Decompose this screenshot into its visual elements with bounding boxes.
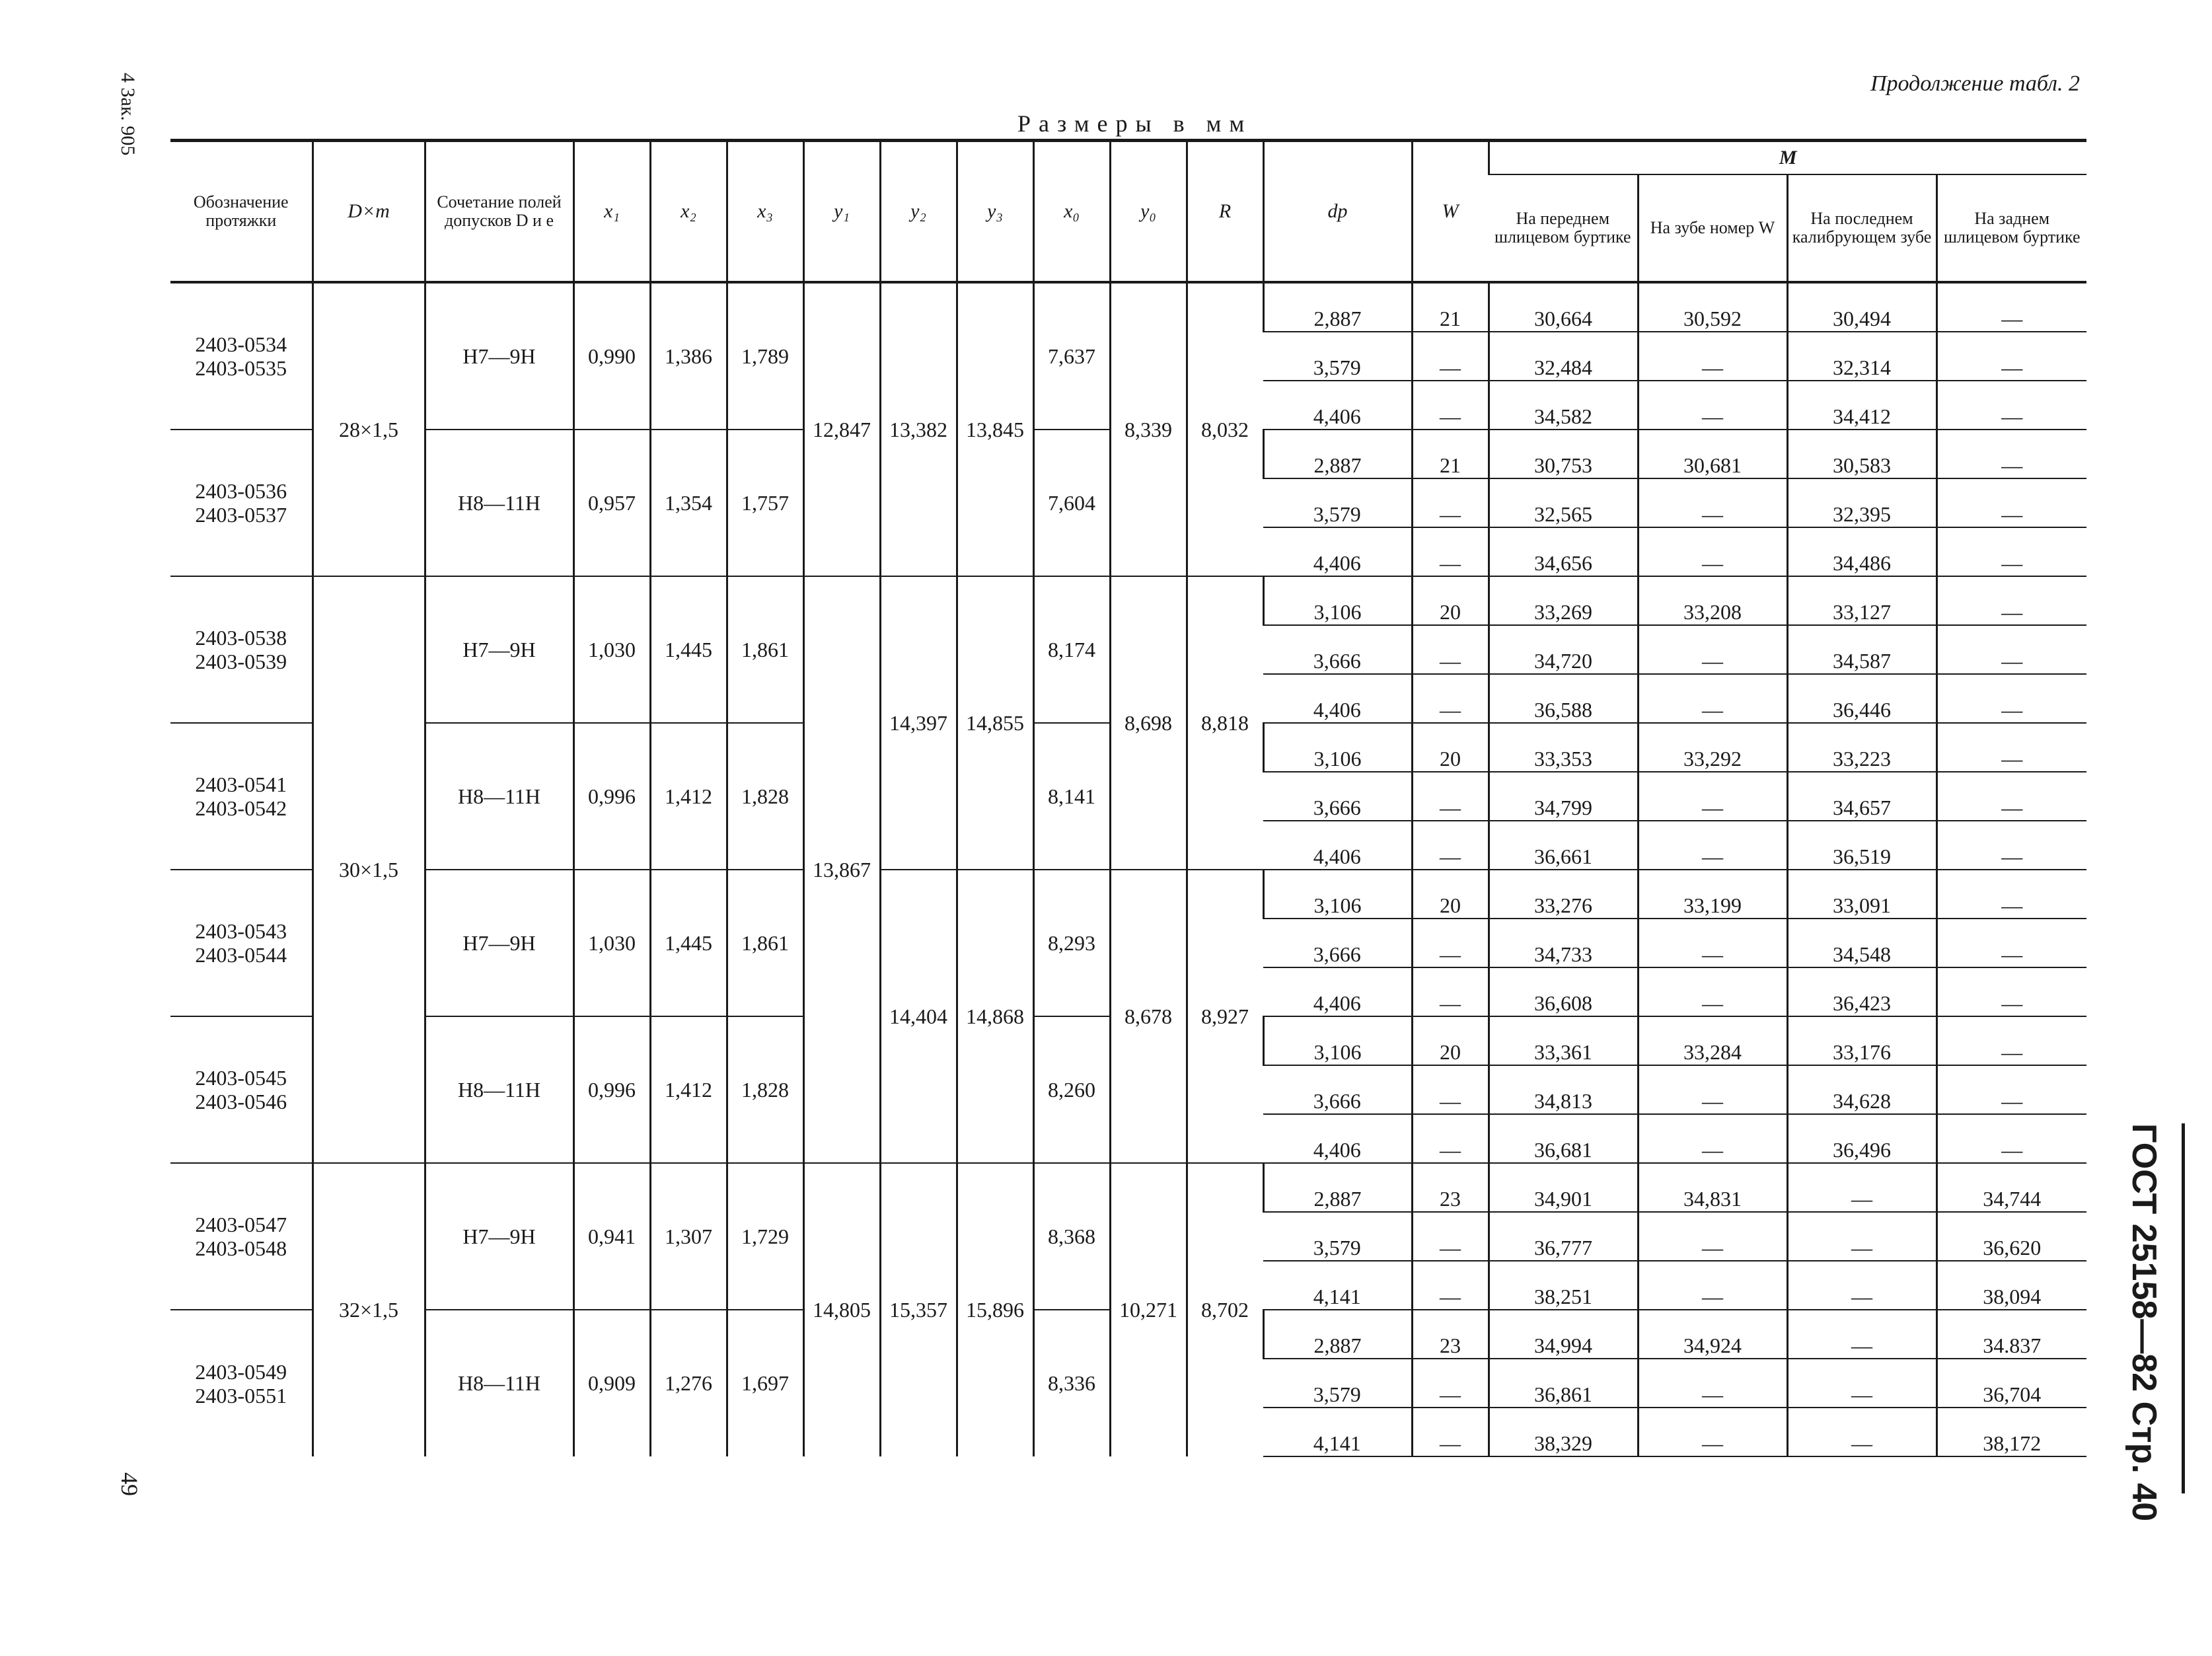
x2-cell: 1,354 (650, 430, 727, 576)
x3-cell: 1,757 (727, 430, 803, 576)
m-rear-cell: 34,744 (1936, 1163, 2086, 1212)
m-rear-cell: — (1936, 625, 2086, 674)
y0-cell: 10,271 (1110, 1163, 1187, 1456)
w-cell: — (1412, 1212, 1489, 1261)
w-cell: — (1412, 967, 1489, 1016)
m-last-cell: 34,628 (1787, 1065, 1936, 1114)
m-rear-cell: — (1936, 723, 2086, 772)
m-tooth-cell: 34,831 (1638, 1163, 1787, 1212)
dp-cell: 2,887 (1263, 1163, 1412, 1212)
m-last-cell: 34,657 (1787, 772, 1936, 821)
x2-cell: 1,445 (650, 576, 727, 723)
m-rear-cell: — (1936, 821, 2086, 870)
w-cell: — (1412, 1261, 1489, 1310)
m-front-cell: 36,777 (1489, 1212, 1638, 1261)
m-last-cell: 33,127 (1787, 576, 1936, 625)
dp-cell: 4,141 (1263, 1261, 1412, 1310)
m-rear-cell: — (1936, 967, 2086, 1016)
continuation-note: Продолжение табл. 2 (1870, 71, 2080, 96)
m-rear-cell: — (1936, 1114, 2086, 1163)
dp-cell: 4,406 (1263, 527, 1412, 576)
m-front-cell: 34,656 (1489, 527, 1638, 576)
dp-cell: 2,887 (1263, 430, 1412, 478)
m-last-cell: 32,395 (1787, 478, 1936, 527)
m-rear-cell: 38,094 (1936, 1261, 2086, 1310)
dp-cell: 3,666 (1263, 1065, 1412, 1114)
m-tooth-cell: — (1638, 478, 1787, 527)
y2-cell: 13,382 (880, 282, 957, 576)
col-m-rear: На заднем шлицевом буртике (1936, 174, 2086, 282)
tolerance-cell: H8—11H (425, 1310, 573, 1456)
table-row (170, 870, 2086, 919)
x1-cell: 0,990 (573, 282, 650, 430)
dp-cell: 3,579 (1263, 478, 1412, 527)
x2-cell: 1,412 (650, 1016, 727, 1163)
x3-cell: 1,697 (727, 1310, 803, 1456)
dp-cell: 3,106 (1263, 1016, 1412, 1065)
x0-cell: 8,293 (1033, 870, 1110, 1016)
m-front-cell: 36,588 (1489, 674, 1638, 723)
w-cell: 21 (1412, 430, 1489, 478)
m-last-cell: — (1787, 1261, 1936, 1310)
m-last-cell: 34,486 (1787, 527, 1936, 576)
m-front-cell: 34,582 (1489, 381, 1638, 430)
x0-cell: 8,336 (1033, 1310, 1110, 1456)
m-last-cell: 34,412 (1787, 381, 1936, 430)
x3-cell: 1,828 (727, 723, 803, 870)
m-last-cell: 36,423 (1787, 967, 1936, 1016)
y0-cell: 8,698 (1110, 576, 1187, 870)
m-last-cell: 33,176 (1787, 1016, 1936, 1065)
dp-cell: 3,666 (1263, 919, 1412, 967)
m-front-cell: 34,720 (1489, 625, 1638, 674)
col-m-last: На последнем калибрующем зубе (1787, 174, 1936, 282)
x2-cell: 1,445 (650, 870, 727, 1016)
m-front-cell: 33,276 (1489, 870, 1638, 919)
tolerance-cell: H8—11H (425, 430, 573, 576)
w-cell: — (1412, 821, 1489, 870)
dp-cell: 3,579 (1263, 1212, 1412, 1261)
m-front-cell: 36,861 (1489, 1359, 1638, 1408)
m-rear-cell: — (1936, 919, 2086, 967)
m-rear-cell: — (1936, 576, 2086, 625)
m-tooth-cell: — (1638, 527, 1787, 576)
y1-cell: 14,805 (803, 1163, 880, 1456)
m-last-cell: 32,314 (1787, 332, 1936, 381)
m-tooth-cell: — (1638, 625, 1787, 674)
tolerance-cell: H8—11H (425, 723, 573, 870)
w-cell: 20 (1412, 723, 1489, 772)
col-dxm: D×m (313, 141, 425, 283)
col-r: R (1187, 141, 1263, 283)
tolerance-cell: H7—9H (425, 1163, 573, 1310)
dp-cell: 4,406 (1263, 1114, 1412, 1163)
m-front-cell: 38,251 (1489, 1261, 1638, 1310)
order-note (99, 73, 152, 218)
m-tooth-cell: 33,199 (1638, 870, 1787, 919)
x2-cell: 1,412 (650, 723, 727, 870)
dp-cell: 4,406 (1263, 821, 1412, 870)
designation-cell: 2403-0549 2403-0551 (170, 1310, 313, 1456)
designation-cell: 2403-0541 2403-0542 (170, 723, 313, 870)
m-front-cell: 32,565 (1489, 478, 1638, 527)
tolerance-cell: H8—11H (425, 1016, 573, 1163)
dp-cell: 4,406 (1263, 674, 1412, 723)
x1-cell: 0,941 (573, 1163, 650, 1310)
x1-cell: 1,030 (573, 576, 650, 723)
x1-cell: 0,909 (573, 1310, 650, 1456)
x2-cell: 1,386 (650, 282, 727, 430)
m-last-cell: 34,587 (1787, 625, 1936, 674)
col-y0: y₀ (1110, 141, 1187, 283)
w-cell: — (1412, 1114, 1489, 1163)
x1-cell: 1,030 (573, 870, 650, 1016)
x3-cell: 1,861 (727, 870, 803, 1016)
col-tolerance: Сочетание полей допусков D и е (425, 141, 573, 283)
tolerance-cell: H7—9H (425, 576, 573, 723)
m-rear-cell: — (1936, 381, 2086, 430)
w-cell: — (1412, 1065, 1489, 1114)
r-cell: 8,927 (1187, 870, 1263, 1163)
m-tooth-cell: — (1638, 919, 1787, 967)
x0-cell: 8,260 (1033, 1016, 1110, 1163)
m-rear-cell: — (1936, 674, 2086, 723)
w-cell: 21 (1412, 282, 1489, 332)
dp-cell: 3,579 (1263, 332, 1412, 381)
col-y2: y₂ (880, 141, 957, 283)
m-last-cell: 34,548 (1787, 919, 1936, 967)
m-rear-cell: 34.837 (1936, 1310, 2086, 1359)
r-cell: 8,818 (1187, 576, 1263, 870)
x0-cell: 8,368 (1033, 1163, 1110, 1310)
col-dp: dp (1263, 141, 1412, 283)
w-cell: — (1412, 1408, 1489, 1456)
w-cell: 20 (1412, 1016, 1489, 1065)
x2-cell: 1,307 (650, 1163, 727, 1310)
r-cell: 8,702 (1187, 1163, 1263, 1456)
m-last-cell: 33,223 (1787, 723, 1936, 772)
table-row (170, 576, 2086, 625)
dp-cell: 4,406 (1263, 381, 1412, 430)
designation-cell: 2403-0545 2403-0546 (170, 1016, 313, 1163)
m-rear-cell: — (1936, 1065, 2086, 1114)
table-row (170, 1163, 2086, 1212)
m-tooth-cell: — (1638, 967, 1787, 1016)
m-tooth-cell: — (1638, 821, 1787, 870)
w-cell: 20 (1412, 870, 1489, 919)
m-tooth-cell: — (1638, 1114, 1787, 1163)
m-front-cell: 36,681 (1489, 1114, 1638, 1163)
col-x0: x₀ (1033, 141, 1110, 283)
designation-cell: 2403-0547 2403-0548 (170, 1163, 313, 1310)
m-tooth-cell: — (1638, 1408, 1787, 1456)
order-note-text: 4 Зак. 905 (117, 73, 139, 156)
col-m-front: На переднем шлицевом буртике (1489, 174, 1638, 282)
dimensions-caption: Размеры в мм (1017, 110, 1253, 137)
y2-cell: 14,404 (880, 870, 957, 1163)
m-tooth-cell: — (1638, 381, 1787, 430)
w-cell: — (1412, 1359, 1489, 1408)
y0-cell: 8,678 (1110, 870, 1187, 1163)
w-cell: — (1412, 919, 1489, 967)
designation-cell: 2403-0543 2403-0544 (170, 870, 313, 1016)
m-tooth-cell: 34,924 (1638, 1310, 1787, 1359)
m-last-cell: — (1787, 1163, 1936, 1212)
x1-cell: 0,996 (573, 723, 650, 870)
m-front-cell: 34,799 (1489, 772, 1638, 821)
m-tooth-cell: 33,292 (1638, 723, 1787, 772)
gost-underline (2182, 1123, 2185, 1493)
m-front-cell: 38,329 (1489, 1408, 1638, 1456)
m-front-cell: 30,664 (1489, 282, 1638, 332)
m-last-cell: — (1787, 1310, 1936, 1359)
m-rear-cell: — (1936, 430, 2086, 478)
y2-cell: 14,397 (880, 576, 957, 870)
col-m-tooth: На зубе номер W (1638, 174, 1787, 282)
m-rear-cell: — (1936, 1016, 2086, 1065)
col-designation: Обозначение протяжки (170, 141, 313, 283)
m-front-cell: 34,901 (1489, 1163, 1638, 1212)
m-tooth-cell: 33,208 (1638, 576, 1787, 625)
y0-cell: 8,339 (1110, 282, 1187, 576)
m-rear-cell: 36,620 (1936, 1212, 2086, 1261)
y2-cell: 15,357 (880, 1163, 957, 1456)
w-cell: — (1412, 332, 1489, 381)
dp-cell: 3,106 (1263, 576, 1412, 625)
m-tooth-cell: — (1638, 772, 1787, 821)
tolerance-cell: H7—9H (425, 870, 573, 1016)
m-front-cell: 34,733 (1489, 919, 1638, 967)
designation-cell: 2403-0536 2403-0537 (170, 430, 313, 576)
w-cell: 23 (1412, 1163, 1489, 1212)
gost-label-text: ГОСТ 25158—82 Стр. 40 (2125, 1123, 2163, 1522)
dp-cell: 3,106 (1263, 870, 1412, 919)
col-x3: x₃ (727, 141, 803, 283)
m-front-cell: 34,813 (1489, 1065, 1638, 1114)
col-x2: x₂ (650, 141, 727, 283)
col-w: W (1412, 141, 1489, 283)
m-rear-cell: 38,172 (1936, 1408, 2086, 1456)
col-m-group: M (1489, 141, 2086, 175)
dp-cell: 3,106 (1263, 723, 1412, 772)
m-rear-cell: — (1936, 772, 2086, 821)
x3-cell: 1,789 (727, 282, 803, 430)
col-x1: x₁ (573, 141, 650, 283)
x0-cell: 8,141 (1033, 723, 1110, 870)
m-front-cell: 34,994 (1489, 1310, 1638, 1359)
dp-cell: 4,141 (1263, 1408, 1412, 1456)
w-cell: — (1412, 478, 1489, 527)
m-last-cell: — (1787, 1359, 1936, 1408)
y3-cell: 15,896 (957, 1163, 1033, 1456)
m-last-cell: 33,091 (1787, 870, 1936, 919)
x3-cell: 1,861 (727, 576, 803, 723)
m-front-cell: 33,361 (1489, 1016, 1638, 1065)
m-rear-cell: — (1936, 527, 2086, 576)
dp-cell: 2,887 (1263, 282, 1412, 332)
m-last-cell: 30,583 (1787, 430, 1936, 478)
m-rear-cell: — (1936, 478, 2086, 527)
dxm-cell: 32×1,5 (313, 1163, 425, 1456)
x1-cell: 0,957 (573, 430, 650, 576)
m-last-cell: — (1787, 1408, 1936, 1456)
x3-cell: 1,729 (727, 1163, 803, 1310)
w-cell: — (1412, 772, 1489, 821)
m-last-cell: 36,519 (1787, 821, 1936, 870)
w-cell: — (1412, 625, 1489, 674)
m-tooth-cell: 30,681 (1638, 430, 1787, 478)
m-last-cell: 36,496 (1787, 1114, 1936, 1163)
x3-cell: 1,828 (727, 1016, 803, 1163)
m-front-cell: 32,484 (1489, 332, 1638, 381)
col-y3: y₃ (957, 141, 1033, 283)
col-y1: y₁ (803, 141, 880, 283)
m-tooth-cell: — (1638, 1359, 1787, 1408)
m-last-cell: 36,446 (1787, 674, 1936, 723)
designation-cell: 2403-0534 2403-0535 (195, 332, 287, 380)
dp-cell: 3,579 (1263, 1359, 1412, 1408)
designation-cell: 2403-0538 2403-0539 (170, 576, 313, 723)
w-cell: — (1412, 381, 1489, 430)
x0-cell: 8,174 (1033, 576, 1110, 723)
w-cell: — (1412, 527, 1489, 576)
m-tooth-cell: — (1638, 1212, 1787, 1261)
y3-cell: 14,855 (957, 576, 1033, 870)
y1-cell: 13,867 (803, 576, 880, 1163)
dp-cell: 3,666 (1263, 625, 1412, 674)
m-rear-cell: — (1936, 282, 2086, 332)
spline-broach-table (170, 139, 2086, 1457)
y1-cell: 12,847 (803, 282, 880, 576)
y3-cell: 14,868 (957, 870, 1033, 1163)
x2-cell: 1,276 (650, 1310, 727, 1456)
table-body (170, 282, 2086, 1456)
w-cell: — (1412, 674, 1489, 723)
x0-cell: 7,637 (1033, 282, 1110, 430)
dp-cell: 2,887 (1263, 1310, 1412, 1359)
m-rear-cell: — (1936, 870, 2086, 919)
m-tooth-cell: — (1638, 1261, 1787, 1310)
m-front-cell: 33,353 (1489, 723, 1638, 772)
m-tooth-cell: 30,592 (1638, 282, 1787, 332)
w-cell: 20 (1412, 576, 1489, 625)
m-last-cell: 30,494 (1787, 282, 1936, 332)
w-cell: 23 (1412, 1310, 1489, 1359)
table-row (170, 282, 2086, 332)
m-tooth-cell: — (1638, 332, 1787, 381)
m-rear-cell: 36,704 (1936, 1359, 2086, 1408)
x0-cell: 7,604 (1033, 430, 1110, 576)
dp-cell: 4,406 (1263, 967, 1412, 1016)
tolerance-cell: H7—9H (425, 282, 573, 430)
dxm-cell: 28×1,5 (313, 282, 425, 576)
gost-label (2108, 1123, 2187, 1522)
r-cell: 8,032 (1187, 282, 1263, 576)
m-last-cell: — (1787, 1212, 1936, 1261)
y3-cell: 13,845 (957, 282, 1033, 576)
m-tooth-cell: 33,284 (1638, 1016, 1787, 1065)
x1-cell: 0,996 (573, 1016, 650, 1163)
m-tooth-cell: — (1638, 674, 1787, 723)
m-rear-cell: — (1936, 332, 2086, 381)
m-front-cell: 36,608 (1489, 967, 1638, 1016)
m-front-cell: 33,269 (1489, 576, 1638, 625)
dp-cell: 3,666 (1263, 772, 1412, 821)
m-front-cell: 30,753 (1489, 430, 1638, 478)
m-front-cell: 36,661 (1489, 821, 1638, 870)
m-tooth-cell: — (1638, 1065, 1787, 1114)
page-number: 49 (116, 1472, 143, 1496)
dxm-cell: 30×1,5 (313, 576, 425, 1163)
